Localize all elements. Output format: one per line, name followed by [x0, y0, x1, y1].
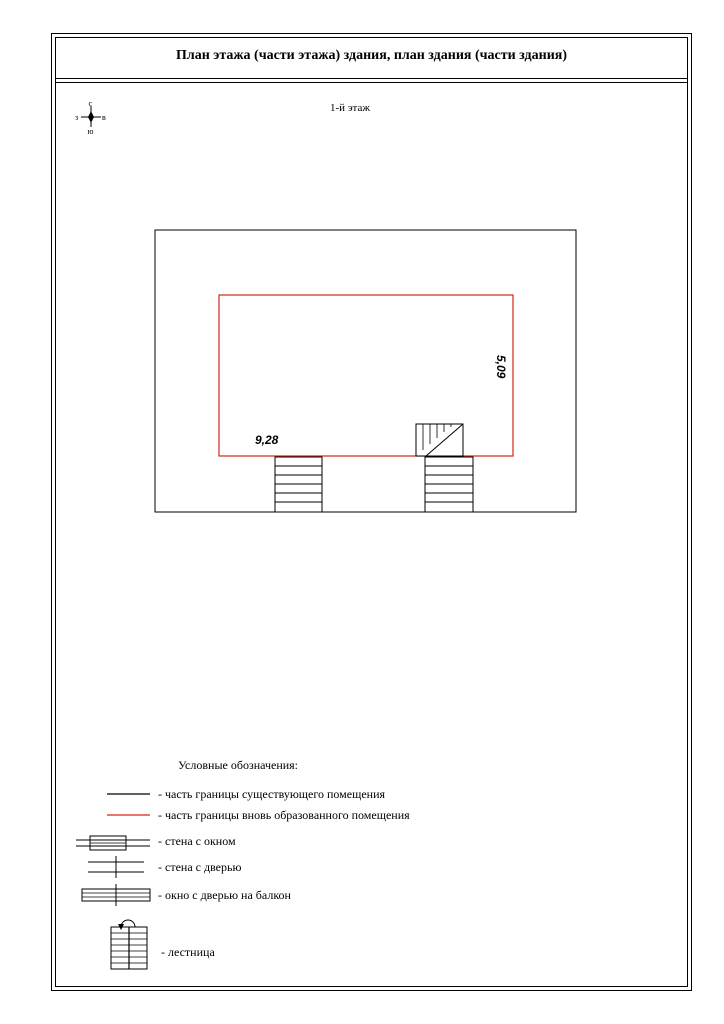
compass-east-label: в	[102, 113, 106, 122]
height-dimension: 5,09	[494, 355, 508, 379]
legend-label-staircase: - лестница	[161, 945, 215, 959]
new-room-boundary	[219, 295, 513, 456]
legend-wall-door	[88, 856, 144, 878]
staircase-right	[425, 457, 473, 512]
compass-south-label: ю	[87, 127, 94, 136]
legend-wall-window	[76, 836, 150, 850]
compass-west-label: з	[75, 113, 79, 122]
page-title: План этажа (части этажа) здания, план здания (части здания)	[175, 48, 568, 63]
legend-label-balcony: - окно с дверью на балкон	[158, 888, 291, 902]
legend-label-wall-window: - стена с окном	[158, 834, 236, 848]
legend-label-new: - часть границы вновь образованного помещения	[158, 808, 410, 822]
compass-north-label: с	[88, 100, 93, 108]
staircase-left	[275, 457, 322, 512]
legend-window-door-balcony	[82, 884, 150, 906]
legend-heading: Условные обозначения:	[178, 758, 299, 772]
legend-label-wall-door: - стена с дверью	[158, 860, 242, 874]
legend-label-existing: - часть границы существующего помещения	[158, 787, 386, 801]
legend-staircase	[111, 920, 147, 969]
floor-label: 1-й этаж	[330, 102, 370, 114]
staircase-interior	[416, 424, 463, 456]
width-dimension: 9,28	[255, 433, 279, 447]
